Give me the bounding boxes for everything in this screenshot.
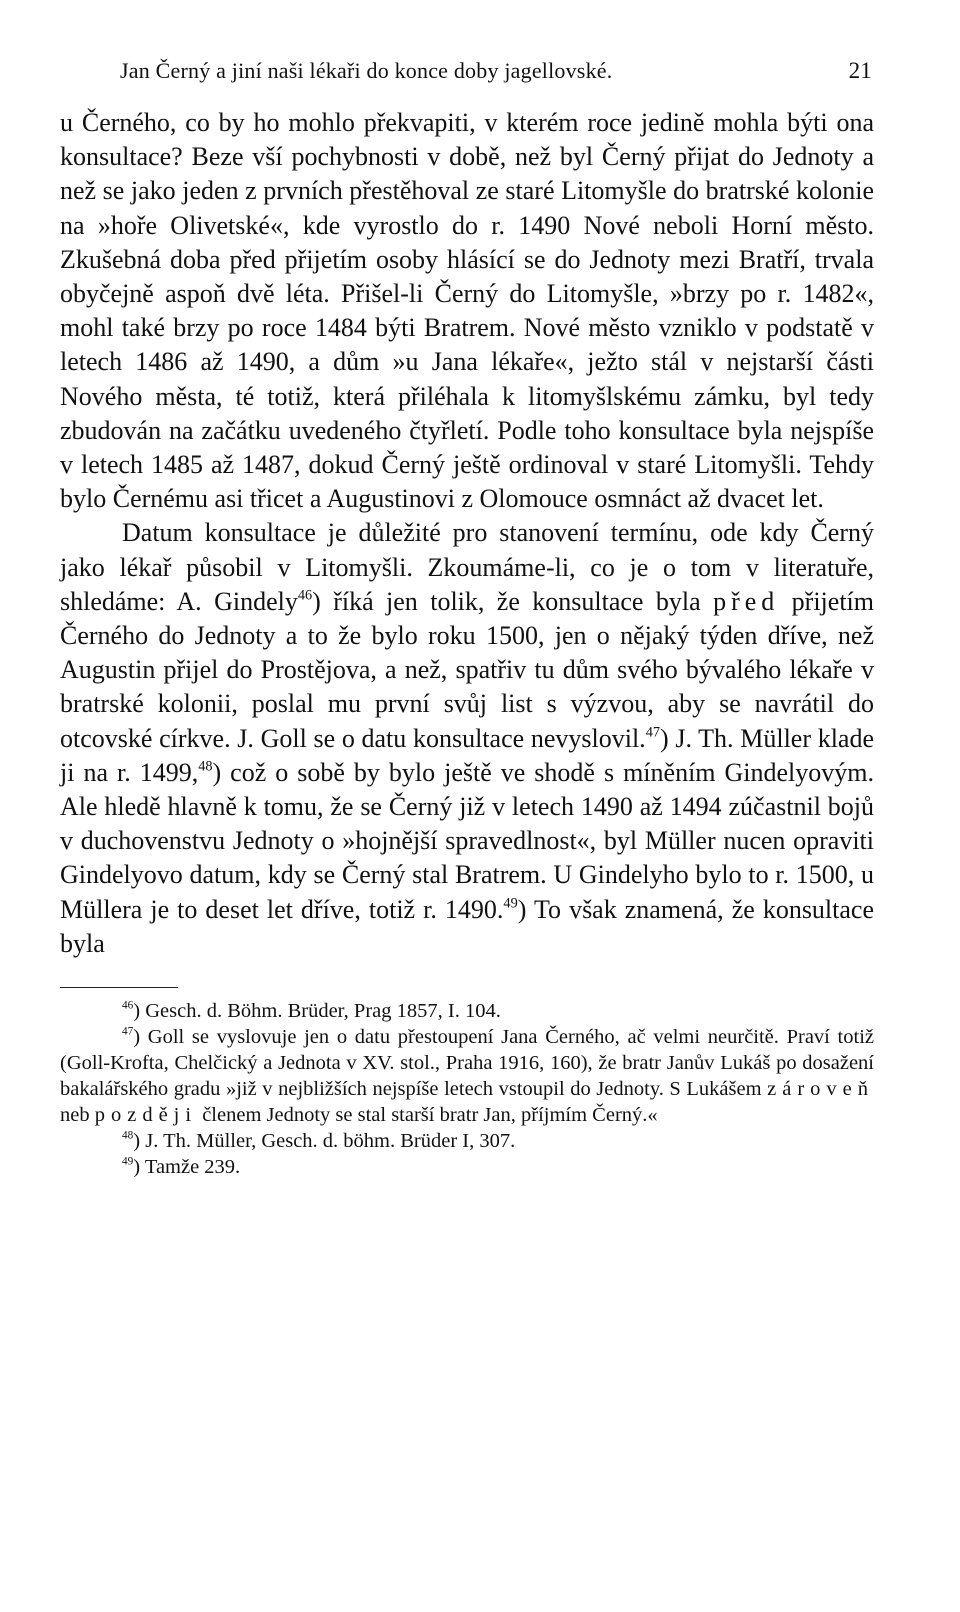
page-number: 21 — [848, 58, 872, 83]
spaced-emphasis: později — [94, 1104, 198, 1127]
footnote-ref-47: 47 — [645, 723, 660, 740]
footnote-separator — [60, 987, 178, 988]
footnote-49 — [60, 1154, 874, 1180]
footnote-text: ) Gesch. d. Böhm. Brüder, Prag 1857, I. 104. — [133, 1000, 501, 1023]
footnote-48 — [60, 1128, 874, 1154]
book-page — [60, 58, 874, 1180]
footnote-mark: 48 — [122, 1129, 134, 1142]
running-header — [60, 58, 874, 84]
footnotes — [60, 998, 874, 1180]
footnote-ref-46: 46 — [297, 587, 313, 604]
footnote-text: ) J. Th. Müller, Gesch. d. böhm. Brüder I, 307. — [133, 1130, 516, 1153]
main-text — [60, 106, 874, 961]
text-run: ) To však znamená, že konsultace byla — [60, 894, 875, 958]
text-run: Datum konsultace je důležité pro stanovení termínu, ode kdy Černý jako lékař působil v Litomyšli. Zkoumáme-li, co je o tom v literatuře, shledáme: A. Gindely — [60, 518, 874, 616]
footnote-46 — [60, 998, 874, 1024]
footnote-text: neb — [60, 1104, 95, 1127]
text-run: přijetím Černého do Jednoty a to že bylo roku 1500, jen o nějaký týden dříve, než Augustin přijel do Prostějova, a než, spatřiv tu dům svého bývalého lékaře v bratrské kolonii, poslal mu první svůj list s výzvou, aby se navrátil do otcovské církve. J. Goll se o datu konsultace nevyslovil. — [60, 586, 874, 753]
footnote-text: ) Goll se vyslovuje jen o datu přestoupení Jana Černého, ač velmi neurčitě. Praví totiž (Goll-Krofta, Chelčický a Jednota v XV. stol., Praha 1916, 160), že bratr Janův Lukáš po dosažení bakalářského gradu »již v nejbližších nejspíše letech vstoupil do Jednoty. S Lukášem — [60, 1026, 874, 1101]
footnote-47 — [60, 1024, 874, 1128]
footnote-mark: 47 — [122, 1025, 134, 1038]
footnote-mark: 49 — [122, 1155, 134, 1168]
spaced-emphasis: před — [713, 586, 780, 616]
running-title: Jan Černý a jiní naši lékaři do konce doby jagellovské. — [120, 58, 613, 83]
footnote-ref-49: 49 — [503, 894, 518, 911]
text-run: ) J. Th. Müller klade ji na r. 1499, — [60, 723, 874, 787]
spaced-emphasis: zároveň — [767, 1078, 874, 1101]
footnote-text: členem Jednoty se stal starší bratr Jan, příjmím Černý.« — [197, 1104, 658, 1127]
text-run: ) říká jen tolik, že konsultace byla — [312, 586, 714, 616]
footnote-text: ) Tamže 239. — [133, 1156, 241, 1179]
paragraph-2 — [60, 516, 874, 961]
paragraph-1: u Černého, co by ho mohlo překvapiti, v kterém roce jedině mohla býti ona konsultace? Beze vší pochybnosti v době, než byl Černý přijat do Jednoty a než se jako jeden z prvních přestěhoval ze staré Litomyšle do bratrské kolonie na »hoře Olivetské«, kde vyrostlo do r. 1490 Nové neboli Horní město. Zkušebná doba před přijetím osoby hlásící se do Jednoty mezi Bratří, trvala obyčejně aspoň dvě léta. Přišel-li Černý do Litomyšle, »brzy po r. 1482«, mohl také brzy po roce 1484 býti Bratrem. Nové město vzniklo v podstatě v letech 1486 až 1490, a dům »u Jana lékaře«, ježto stál v nejstarší části Nového města, té totiž, která přiléhala k litomyšlskému zámku, byl tedy zbudován na začátku uvedeného čtyřletí. Podle toho konsultace byla nejspíše v letech 1485 až 1487, dokud Černý ještě ordinoval v staré Litomyšli. Tehdy bylo Černému asi třicet a Augustinovi z Olomouce osmnáct až dvacet let. — [60, 108, 874, 514]
footnote-mark: 46 — [122, 999, 134, 1012]
footnote-ref-48: 48 — [198, 758, 213, 775]
text-run: ) což o sobě by bylo ještě ve shodě s míněním Gindelyovým. Ale hledě hlavně k tomu, že se Černý již v letech 1490 až 1494 zúčastnil bojů v duchovenstvu Jednoty o »hojnější spravedlnost«, byl Müller nucen opraviti Gindelyovo datum, kdy se Černý stal Bratrem. U Gindelyho bylo to r. 1500, u Müllera je to deset let dříve, totiž r. 1490. — [60, 757, 874, 924]
